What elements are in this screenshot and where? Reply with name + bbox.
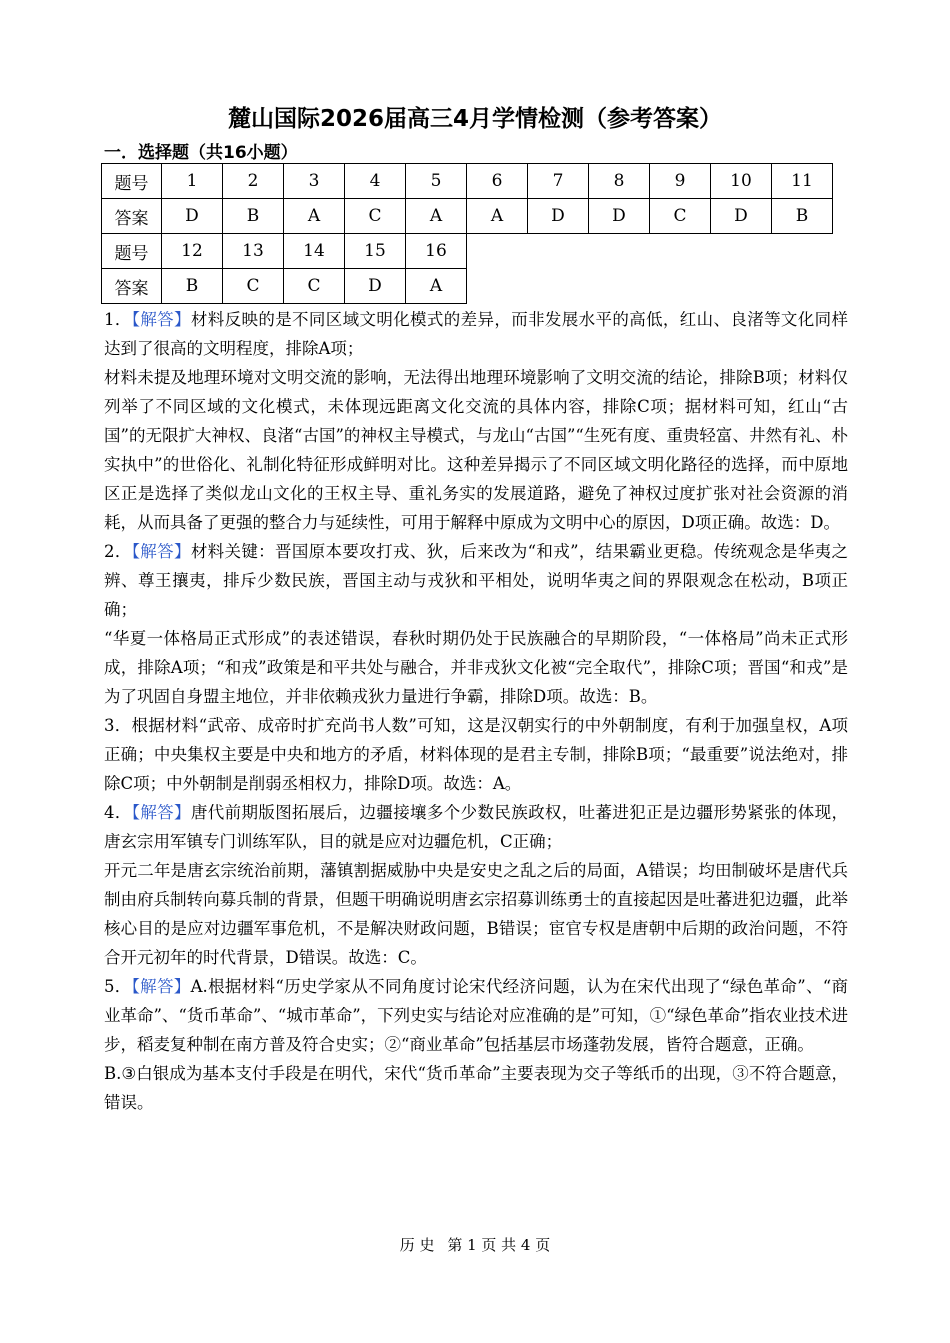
page-footer [0, 1234, 950, 1255]
question-number-cell: 2 [223, 164, 284, 199]
explanation-paragraph [104, 624, 848, 711]
answer-cell: A [406, 269, 467, 304]
answer-cell: A [284, 199, 345, 234]
answer-cell: A [467, 199, 528, 234]
answer-row [102, 199, 833, 234]
page-title: 麓山国际2026届高三4月学情检测（参考答案） [227, 106, 723, 132]
explanation-text: 唐代前期版图拓展后，边疆接壤多个少数民族政权，吐蕃进犯正是边疆形势紧张的体现，唐玄宗用军镇专门训练军队，目的就是应对边疆危机，C正确； [104, 803, 849, 851]
footer-subject: 历 史 [399, 1236, 435, 1254]
question-number-row [102, 164, 833, 199]
explanation-paragraph [104, 305, 848, 363]
question-number-row [102, 234, 833, 269]
answer-cell: B [223, 199, 284, 234]
question-number-cell: 7 [528, 164, 589, 199]
empty-cell [650, 234, 711, 269]
answer-cell: D [589, 199, 650, 234]
answer-explanations [104, 305, 848, 1117]
explanation-text: A.根据材料“历史学家从不同角度讨论宋代经济问题，认为在宋代出现了“绿色革命”、“商业革命”、“货币革命”、“城市革命”，下列史实与结论对应准确的是”可知，①“绿色革命”指农业技术进步，稻麦复种制在南方普及符合史实；②“商业革命”包括基层市场蓬勃发展，皆符合题意，正确。 [104, 977, 848, 1054]
question-number-cell: 1 [162, 164, 223, 199]
answer-cell: D [528, 199, 589, 234]
question-number-cell: 6 [467, 164, 528, 199]
question-number: 2． [104, 542, 132, 561]
question-number-cell: 3 [284, 164, 345, 199]
answer-tag: 【解答】 [131, 977, 191, 996]
question-number: 5． [104, 977, 132, 996]
explanation-text: “华夏一体格局正式形成”的表述错误，春秋时期仍处于民族融合的早期阶段，“一体格局”尚未正式形成，排除A项；“和戎”政策是和平共处与融合，并非戎狄文化被“完全取代”，排除C项；晋国“和戎”是为了巩固自身盟主地位，并非依赖戎狄力量进行争霸，排除D项。故选：B。 [104, 629, 848, 706]
empty-cell [772, 234, 833, 269]
explanation-paragraph [104, 711, 848, 798]
answer-cell: A [406, 199, 467, 234]
row-header: 答案 [102, 199, 162, 234]
empty-cell [772, 269, 833, 304]
empty-cell [650, 269, 711, 304]
explanation-paragraph [104, 537, 848, 624]
question-number-cell: 16 [406, 234, 467, 269]
answer-cell: B [772, 199, 833, 234]
question-number-cell: 13 [223, 234, 284, 269]
explanation-text: 开元二年是唐玄宗统治前期，藩镇割据威胁中央是安史之乱之后的局面，A错误；均田制破坏是唐代兵制由府兵制转向募兵制的背景，但题干明确说明唐玄宗招募训练勇士的直接起因是吐蕃进犯边疆，此举核心目的是应对边疆军事危机，不是解决财政问题，B错误；宦官专权是唐朝中后期的政治问题，不符合开元初年的时代背景，D错误。故选：C。 [104, 861, 848, 967]
answer-cell: D [162, 199, 223, 234]
answer-cell: C [650, 199, 711, 234]
empty-cell [528, 234, 589, 269]
question-number-cell: 4 [345, 164, 406, 199]
answer-tag: 【解答】 [131, 310, 191, 329]
question-number-cell: 9 [650, 164, 711, 199]
empty-cell [467, 269, 528, 304]
question-number-cell: 15 [345, 234, 406, 269]
empty-cell [711, 269, 772, 304]
footer-page-number: 第 1 页 共 4 页 [447, 1236, 551, 1254]
empty-cell [711, 234, 772, 269]
section-title: 一．选择题（共16小题） [104, 143, 298, 163]
explanation-paragraph [104, 856, 848, 972]
explanation-paragraph [104, 798, 848, 856]
question-number-cell: 5 [406, 164, 467, 199]
answer-cell: C [345, 199, 406, 234]
question-number: 4． [104, 803, 132, 822]
explanation-paragraph [104, 972, 848, 1059]
question-number-cell: 14 [284, 234, 345, 269]
explanation-text: 材料反映的是不同区域文明化模式的差异，而非发展水平的高低，红山、良渚等文化同样达到了很高的文明程度，排除A项； [104, 310, 849, 358]
answer-tag: 【解答】 [131, 803, 191, 822]
empty-cell [467, 234, 528, 269]
explanation-text: 材料未提及地理环境对文明交流的影响，无法得出地理环境影响了文明交流的结论，排除B项；材料仅列举了不同区域的文化模式，未体现远距离文化交流的具体内容，排除C项；据材料可知，红山“古国”的无限扩大神权、良渚“古国”的神权主导模式，与龙山“古国”“生死有度、重贵轻富、井然有礼、朴实执中”的世俗化、礼制化特征形成鲜明对比。这种差异揭示了不同区域文明化路径的选择，而中原地区正是选择了类似龙山文化的王权主导、重礼务实的发展道路，避免了神权过度扩张对社会资源的消耗，从而具备了更强的整合力与延续性，可用于解释中原成为文明中心的原因，D项正确。故选：D。 [104, 368, 848, 532]
row-header: 题号 [102, 164, 162, 199]
explanation-text: 根据材料“武帝、成帝时扩充尚书人数”可知，这是汉朝实行的中外朝制度，有利于加强皇权，A项正确；中央集权主要是中央和地方的矛盾，材料体现的是君主专制，排除B项；“最重要”说法绝对，排除C项；中外朝制是削弱丞相权力，排除D项。故选：A。 [104, 716, 849, 793]
question-number: 3． [104, 716, 132, 735]
answer-cell: C [284, 269, 345, 304]
answer-table [101, 163, 833, 304]
empty-cell [528, 269, 589, 304]
row-header: 题号 [102, 234, 162, 269]
explanation-paragraph [104, 363, 848, 537]
empty-cell [589, 269, 650, 304]
question-number-cell: 12 [162, 234, 223, 269]
explanation-text: 材料关键：晋国原本要攻打戎、狄，后来改为“和戎”，结果霸业更稳。传统观念是华夷之辨、尊王攘夷，排斥少数民族，晋国主动与戎狄和平相处，说明华夷之间的界限观念在松动，B项正确； [104, 542, 849, 619]
answer-tag: 【解答】 [131, 542, 191, 561]
explanation-paragraph [104, 1059, 848, 1117]
answer-cell: C [223, 269, 284, 304]
answer-row [102, 269, 833, 304]
question-number-cell: 10 [711, 164, 772, 199]
question-number-cell: 8 [589, 164, 650, 199]
row-header: 答案 [102, 269, 162, 304]
answer-cell: B [162, 269, 223, 304]
question-number: 1． [104, 310, 132, 329]
explanation-text: B.③白银成为基本支付手段是在明代，宋代“货币革命”主要表现为交子等纸币的出现，③不符合题意，错误。 [104, 1064, 848, 1112]
question-number-cell: 11 [772, 164, 833, 199]
empty-cell [589, 234, 650, 269]
answer-cell: D [345, 269, 406, 304]
answer-cell: D [711, 199, 772, 234]
